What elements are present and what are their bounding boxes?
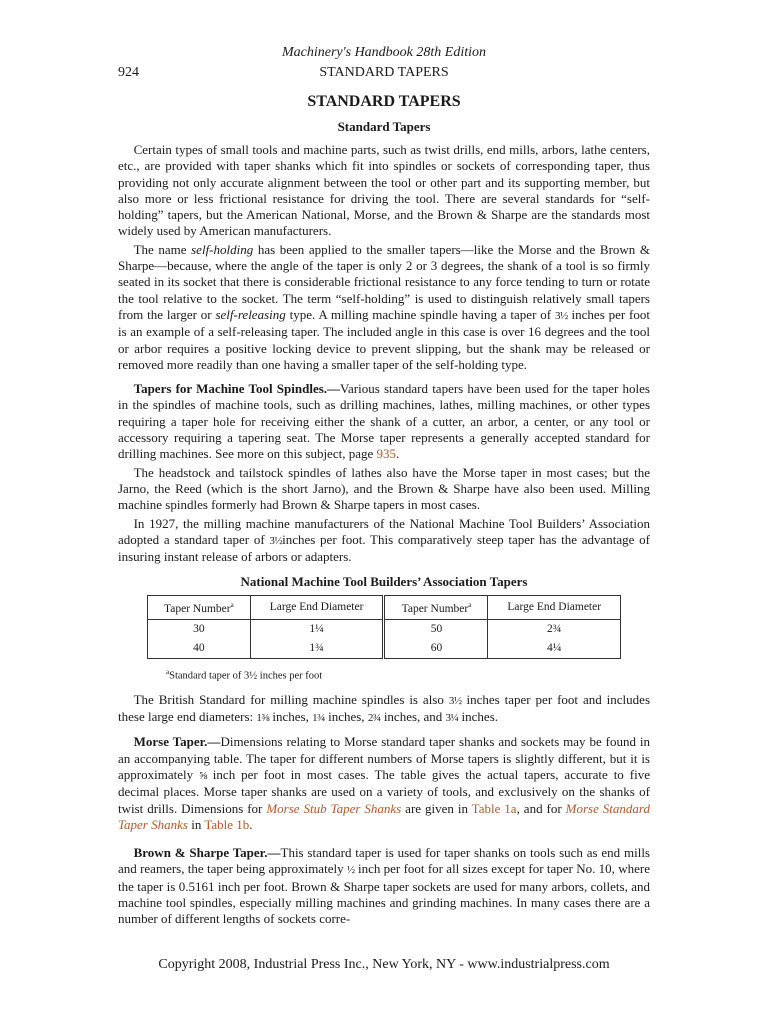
paragraph-intro: Certain types of small tools and machine parts, such as twist drills, end mills, arbors, lathe centers, etc., are provided with taper shanks which fit into spindles or sockets of corresponding taper, thus providing not only accurate alignment between the tool or other part and its supporting member, but also more or less frictional resistance for driving the tool. There are several standards for “self-holding” tapers, but the American National, Morse, and the Brown & Sharpe are the standards most widely used by American manufacturers.	[118, 142, 650, 239]
table-cell: 50	[384, 620, 488, 640]
paragraph-machine-tool-spindles	[118, 381, 650, 462]
table-row	[148, 639, 621, 659]
table-cell: 1¼	[250, 620, 384, 640]
morse-stub-link[interactable]: Morse Stub Taper Shanks	[266, 800, 402, 816]
text: In 1927, the milling machine manufacturers of the National Machine Tool Builders’ Association adopted a standard taper of	[118, 515, 650, 547]
run-in-heading: Brown & Sharpe Taper.—	[133, 845, 281, 861]
header-cell: Large End Diameter	[250, 596, 384, 620]
section-header: STANDARD TAPERS	[319, 65, 449, 80]
italic-term: self-holding	[191, 241, 254, 257]
page-link[interactable]: 935	[376, 446, 396, 462]
text: Various standard tapers have been used for the taper holes in the spindles of machine tools, such as drilling machines, lathes, milling machines, or other types requiring a taper hole for receiving either the shank of a cutter, an arbor, a center, or any tool or accessory requiring a tapering seat. The Morse taper represents a generally accepted standard for drilling machines. See more on this subject, page	[118, 381, 650, 462]
header-cell: Taper Number$^a$	[384, 596, 488, 620]
header-cell: Large End Diameter	[488, 596, 621, 620]
table-cell: 4¼	[488, 639, 621, 659]
text: type. A milling machine spindle having a taper of	[285, 306, 555, 322]
running-title: Machinery's Handbook 28th Edition	[281, 45, 487, 60]
header-cell: Taper Number$^a$	[148, 596, 251, 620]
table-1b-link[interactable]: Table 1b	[204, 816, 250, 832]
taper-table	[147, 595, 621, 659]
paragraph-1927	[118, 516, 650, 566]
text: inches per foot. This comparatively steep taper has the advantage of insuring instant release of arbors or adapters.	[118, 531, 650, 565]
paragraph-morse-taper: Morse Taper.—Dimensions relating to Morse standard taper shanks and sockets may be found in an accompanying table. The taper for different numbers of Morse tapers is slightly different, but it is approximately ⅝ inch per foot in most cases. The table gives the actual tapers, accurate to five decimal places. Morse taper shanks are used on a variety of tools, and exclusively on the shanks of twist drills. Dimensions for Morse Stub Taper Shanks are given in Table 1a, and for Morse Standard Taper Shanks in Table 1b.	[118, 734, 651, 832]
run-in-heading: Tapers for Machine Tool Spindles.—	[133, 381, 341, 397]
table-cell: 60	[384, 639, 488, 659]
paragraph-brown-sharpe: Brown & Sharpe Taper.—This standard taper is used for taper shanks on tools such as end mills and reamers, the taper being approximately ½ inch per foot for all sizes except for taper No. 10, where the taper is 0.5161 inch per foot. Brown & Sharpe taper sockets are used for many arbors, collets, and machine tool spindles, especially milling machines and grinding machines. In many cases there are a number of different lengths of sockets corre-	[118, 845, 650, 927]
fraction: 3½	[269, 534, 283, 547]
fraction: 3½	[554, 309, 568, 322]
table-cell: 40	[148, 639, 251, 659]
table-header-row	[148, 596, 621, 620]
main-title: STANDARD TAPERS	[307, 93, 461, 110]
table-cell: 1¾	[250, 639, 384, 659]
run-in-heading: Morse Taper.—	[133, 734, 221, 750]
text: inches per foot is an example of a self-releasing taper. The included angle in this case is over 16 degrees and the tool or arbor requires a positive locking device to prevent slipping, but the shank may be released or removed more readily than one having a smaller taper of the self-holding type.	[118, 306, 650, 372]
text: has been applied to the smaller tapers—like the Morse and the Brown & Sharpe—because, where the angle of the taper is only 2 or 3 degrees, the shank of a tool is so firmly seated in its socket that there is considerable frictional resistance to any force tending to turn or rotate the tool relative to the socket. The term “self-holding” is used to distinguish relatively small tapers from the larger or	[118, 241, 650, 322]
morse-standard-link[interactable]: Morse Standard Taper Shanks	[118, 800, 650, 832]
text: The name	[133, 241, 192, 257]
italic-term: self-releasing	[215, 306, 286, 322]
table-row	[148, 620, 621, 640]
paragraph-british-standard: The British Standard for milling machine spindles is also 3½ inches taper per foot and includes these large end diameters: 1⅜ inches, 1¾ inches, 2¾ inches, and 3¼ inches.	[118, 691, 650, 725]
copyright-footer: Copyright 2008, Industrial Press Inc., New York, NY - www.industrialpress.com	[158, 957, 610, 972]
paragraph-headstock: The headstock and tailstock spindles of lathes also have the Morse taper in most cases; but the Jarno, the Reed (which is the short Jarno), and the Brown & Sharpe have also been used. Milling machine spindles formerly had Brown & Sharpe tapers in most cases.	[118, 464, 650, 513]
table-footnote: $^a$Standard taper of 3½ inches per foot	[166, 668, 323, 682]
page-number: 924	[118, 65, 139, 80]
sub-title: Standard Tapers	[337, 119, 431, 134]
table-cell: 2¾	[488, 620, 621, 640]
table-1a-link[interactable]: Table 1a	[471, 800, 517, 816]
table-cell: 30	[148, 620, 251, 640]
table-caption: National Machine Tool Builders’ Association Tapers	[240, 574, 528, 590]
page-body	[118, 44, 650, 928]
paragraph-self-holding	[118, 242, 650, 373]
text: .	[396, 446, 400, 462]
header-line	[118, 62, 650, 84]
